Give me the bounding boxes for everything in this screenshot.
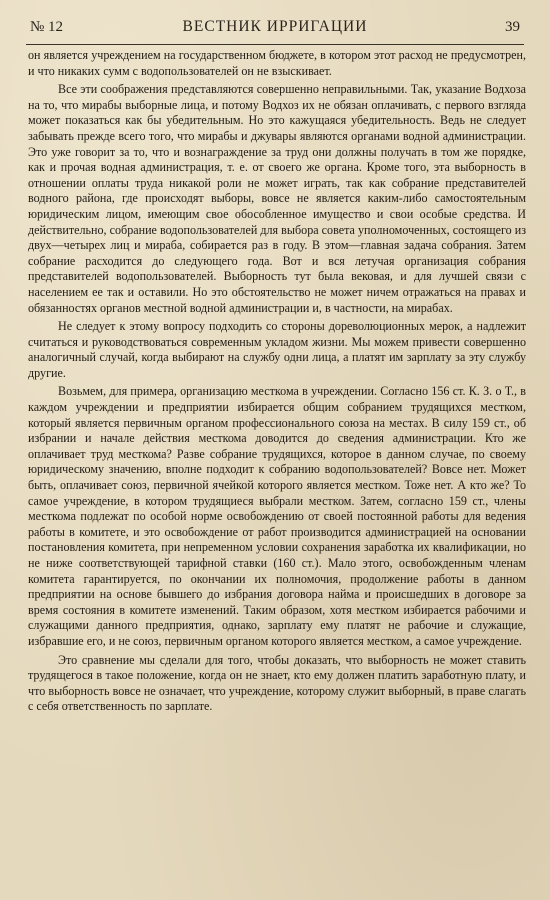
journal-title: ВЕСТНИК ИРРИГАЦИИ	[182, 18, 368, 35]
issue-number: № 12	[30, 18, 64, 35]
paragraph: Не следует к этому вопросу подходить со стороны дореволюционных мерок, а надлежит считаться и руководствоваться современным укладом жизни. Мы можем привести совершенно аналогичный случай, когда выбирают на службу одни лица, а платят им зарплату за эту службу другие.	[28, 319, 526, 380]
running-header	[30, 14, 520, 40]
header-rule	[26, 44, 524, 45]
paragraph-continuation: он является учреждением на государственном бюджете, в котором этот расход не предусмотрен, и что никаких сумм с водопользователей он не взыскивает.	[28, 48, 526, 78]
paragraph: Это сравнение мы сделали для того, чтобы доказать, что выборность не может ставить трудящегося в такое положение, когда он не знает, кто ему должен платить заработную плату, и что выборность вовсе не означает, что учреждение, которому служит выборный, в праве слагать с себя ответственность по зарплате.	[28, 652, 526, 714]
page-number: 39	[505, 18, 520, 35]
paragraph: Возьмем, для примера, организацию месткома в учреждении. Согласно 156 ст. К. З. о Т., в каждом учреждении и предприятии избирается общим собранием трудящихся местком, который является первичным органом профессионального союза на местах. В силу 159 ст., об избрании и начале действия месткома доводится до сведения администрации. Кто же оплачивает труд месткома? Разве собрание трудящихся, которое в данном случае, по своему юридическому значению, вполне подходит к собранию водопользователей? Вовсе нет. Может быть, оплачивает союз, первичной ячейкой которого является местком. Тоже нет. А кто же? То самое учреждение, в котором трудящиеся выбрали местком. Затем, согласно 159 ст., члены месткома подлежат по особой норме освобождению от своей постоянной работы для ведения работы в комитете, и это освобождение от работ производится администрацией на основании постановления комитета, при непременном условии сохранения заработка их квалификации, но не ниже соответствующей тарифной ставки (160 ст.). Мало этого, освобожденным членам комитета гарантируется, по окончании их полномочия, продолжение работы в данном предприятии на основе бывшего до избрания договора найма и происшедших в договоре за время состояния в комитете изменений. Таким образом, хотя местком избирается рабочими и служащими данного предприятия, однако, зарплату ему платят не рабочие и служащие, избравшие его, и не союз, первичным органом которого является местком, а самое учреждение.	[28, 384, 526, 648]
paragraph: Все эти соображения представляются совершенно неправильными. Так, указание Водхоза на то, что мирабы выборные лица, и потому Водхоз их не обязан оплачивать, с первого взгляда может показаться как бы убедительным. Но это кажущаяся убедительность. Ведь не следует забывать прежде всего того, что мирабы и джувары являются органами водной администрации. Это уже говорит за то, что и вознаграждение за труд они должны получать в том же порядке, как и прочая водная администрация, т. е. от своего же органа. Кроме того, эта выборность в отношении оплаты труда никакой роли не может играть, так как собрание представителей водного района, где происходят выборы, вовсе не является каким-либо самостоятельным юридическим лицом, имеющим свое обособленное имущество и свои особые средства. И действительно, собрание водопользователей для выбора совета уполномоченных, состоящего из двух—четырех лиц и мираба, собирается раз в году. В этом—главная задача собрания. Затем собрание расходится до следующего года. Вот и вся летучая организация собрания представителей водопользователей. Выборность тут была вековая, и для лучшей связи с населением ее так и оставили. Но это обстоятельство не может ничем отражаться на правах и обязанностях органов местной водной администрации и, в частности, на мирабах.	[28, 82, 526, 315]
article-body	[28, 48, 526, 715]
